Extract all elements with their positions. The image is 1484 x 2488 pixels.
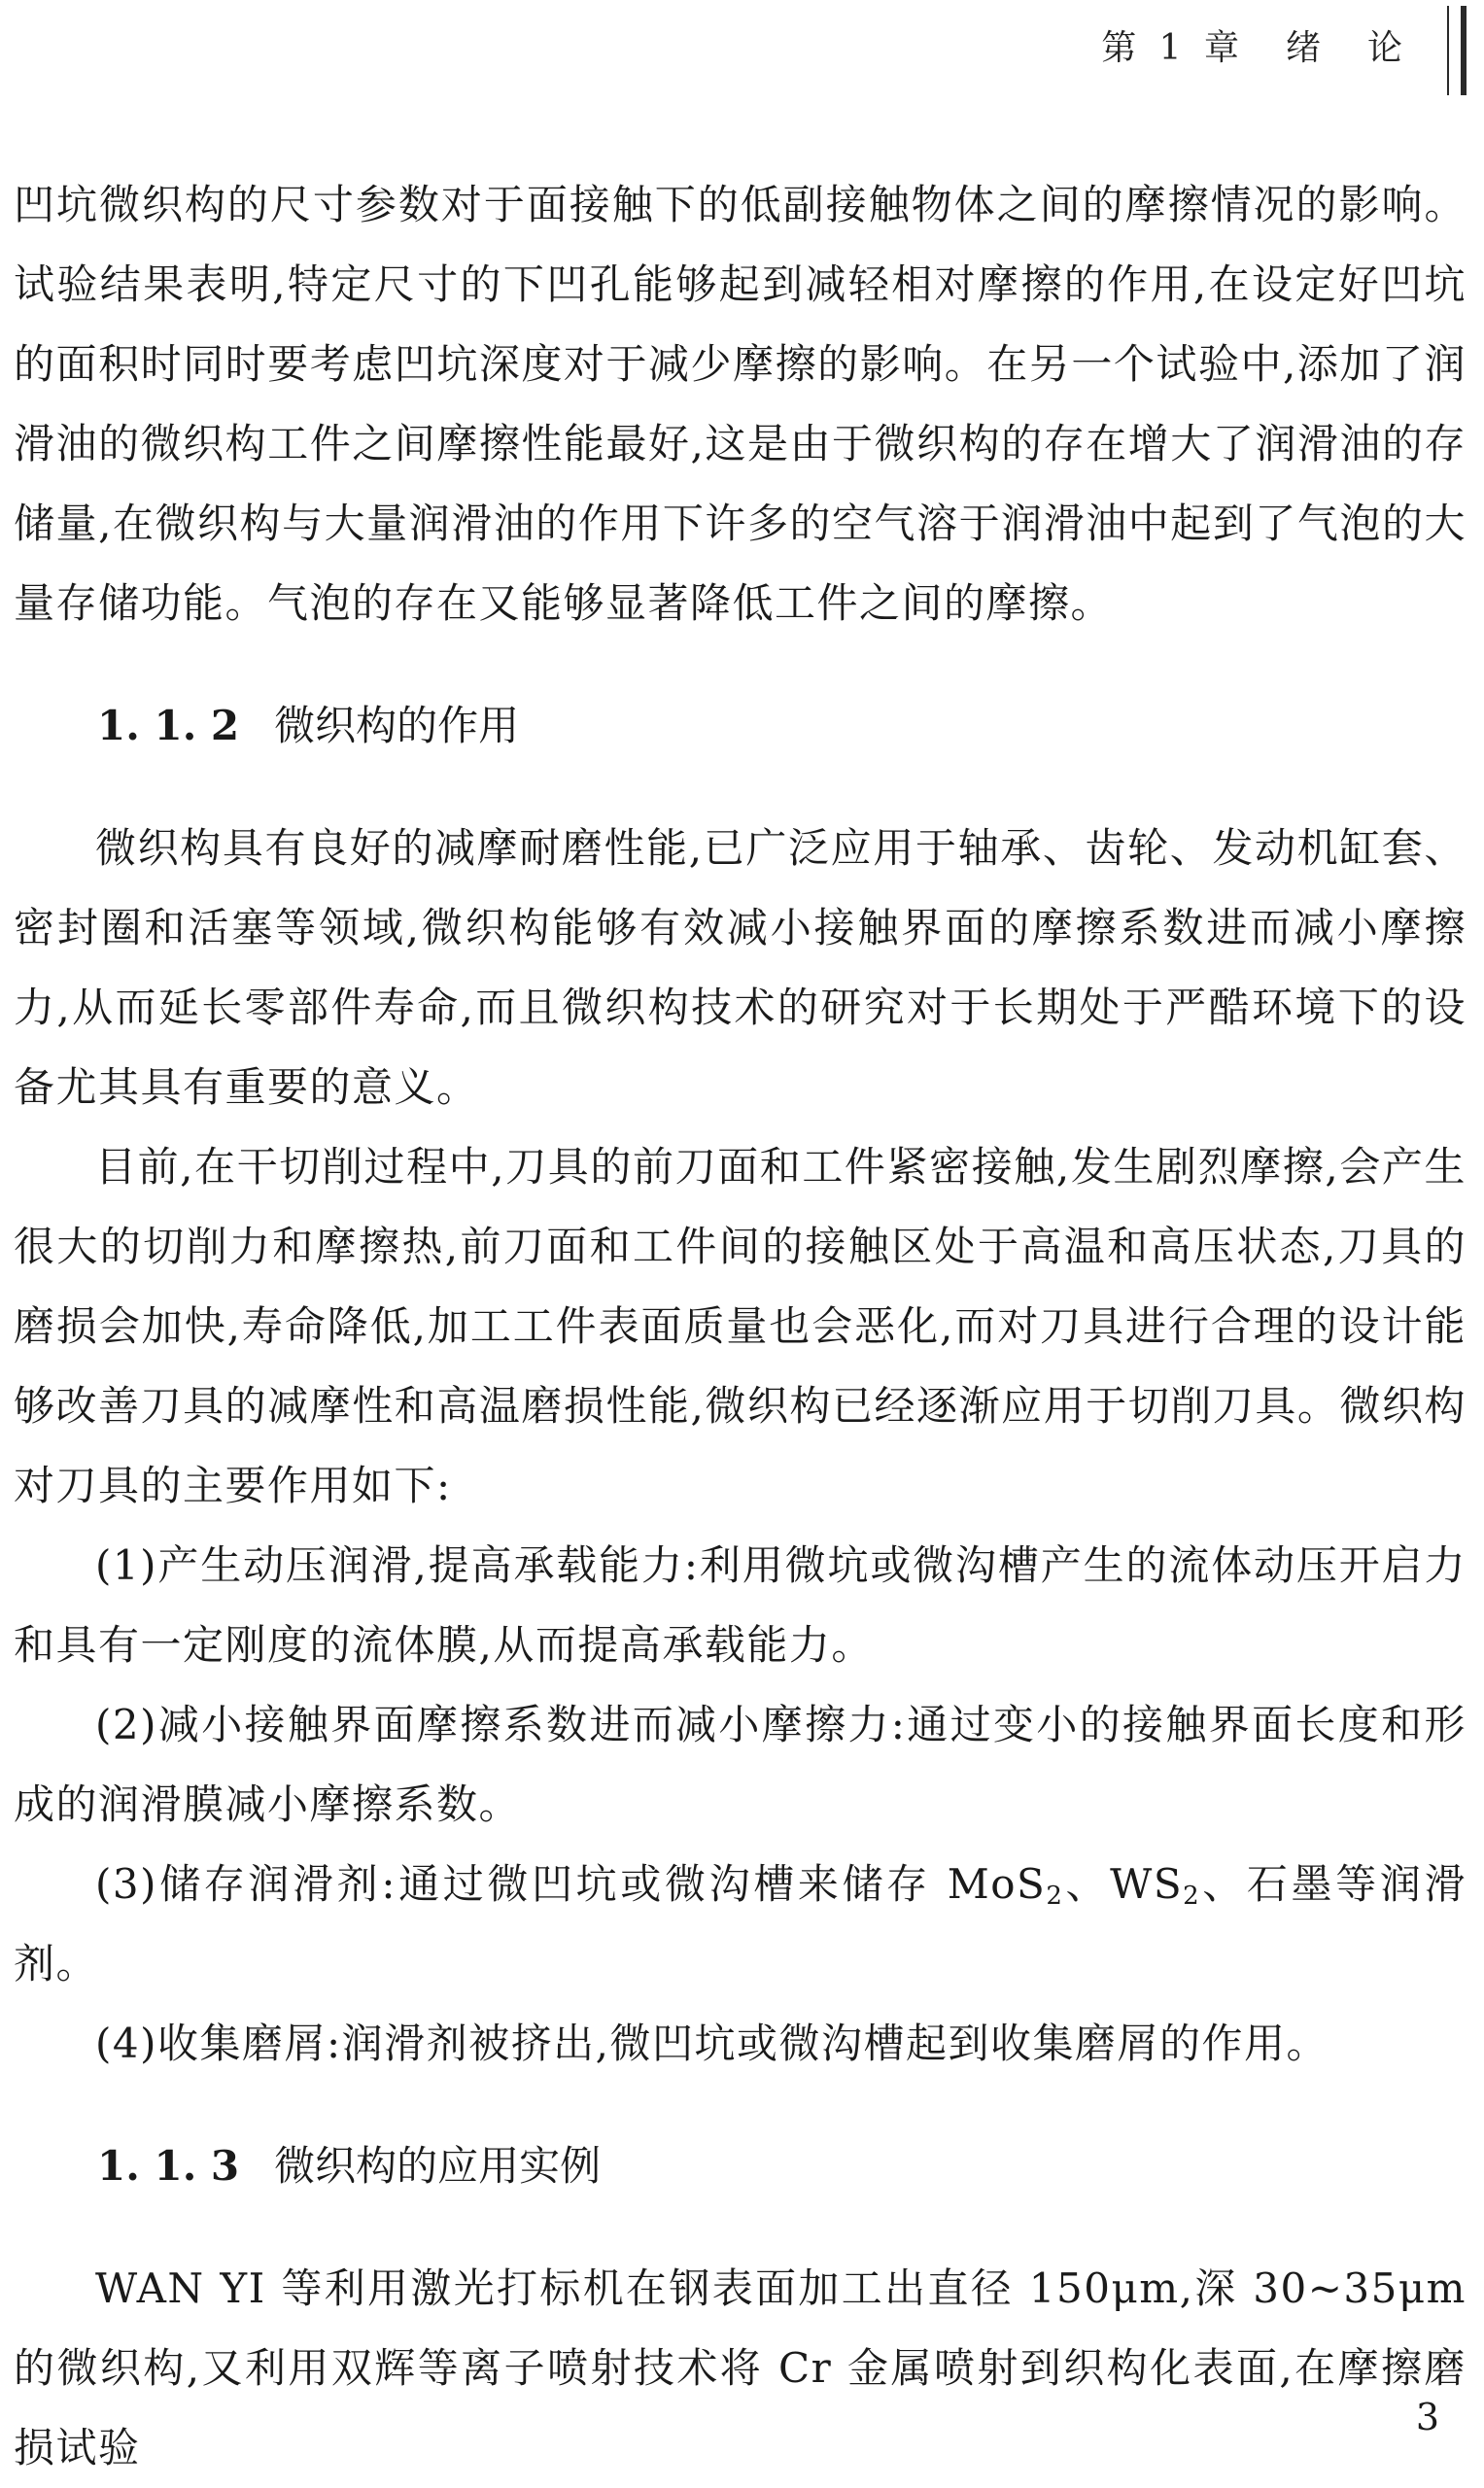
header-rule-thin (1447, 6, 1449, 95)
page-number: 3 (1415, 2396, 1439, 2438)
header-rule-thick (1461, 6, 1467, 95)
running-head: 第 1 章 绪 论 (1101, 28, 1408, 68)
section-number: 1. 1. 2 (97, 702, 240, 749)
list-item-3 (14, 1845, 1467, 2004)
subscript: 2 (1183, 1882, 1201, 1911)
paragraph-113-a: WAN YI 等利用激光打标机在钢表面加工出直径 150μm,深 30~35μm 的微织构,又利用双辉等离子喷射技术将 Cr 金属喷射到织构化表面,在摩擦磨损试验 (14, 2264, 1467, 2471)
list-item-2: (2)减小接触界面摩擦系数进而减小摩擦力:通过变小的接触界面长度和形成的润滑膜减小摩擦系数。 (14, 1701, 1467, 1828)
section-heading-1-1-2 (14, 686, 1467, 766)
section-heading-1-1-3 (14, 2126, 1467, 2206)
list-item-4: (4)收集磨屑:润滑剂被挤出,微凹坑或微沟槽起到收集磨屑的作用。 (95, 2020, 1329, 2067)
section-title: 微织构的应用实例 (274, 2142, 602, 2190)
paragraph-112-a: 微织构具有良好的减摩耐磨性能,已广泛应用于轴承、齿轮、发动机缸套、密封圈和活塞等领域,微织构能够有效减小接触界面的摩擦系数进而减小摩擦力,从而延长零部件寿命,而且微织构技术的研究对于长期处于严酷环境下的设备尤其具有重要的意义。 (14, 824, 1467, 1111)
subscript: 2 (1046, 1882, 1064, 1911)
list-item-1: (1)产生动压润滑,提高承载能力:利用微坑或微沟槽产生的流体动压开启力和具有一定刚度的流体膜,从而提高承载能力。 (14, 1541, 1467, 1669)
paragraph-112-b: 目前,在干切削过程中,刀具的前刀面和工件紧密接触,发生剧烈摩擦,会产生很大的切削力和摩擦热,前刀面和工件间的接触区处于高温和高压状态,刀具的磨损会加快,寿命降低,加工工件表面质量也会恶化,而对刀具进行合理的设计能够改善刀具的减摩性和高温磨损性能,微织构已经逐渐应用于切削刀具。微织构对刀具的主要作用如下: (14, 1143, 1467, 1509)
section-number: 1. 1. 3 (97, 2142, 240, 2190)
section-title: 微织构的作用 (274, 702, 520, 749)
paragraph-intro: 凹坑微织构的尺寸参数对于面接触下的低副接触物体之间的摩擦情况的影响。试验结果表明,特定尺寸的下凹孔能够起到减轻相对摩擦的作用,在设定好凹坑的面积时同时要考虑凹坑深度对于减少摩擦的影响。在另一个试验中,添加了润滑油的微织构工件之间摩擦性能最好,这是由于微织构的存在增大了润滑油的存储量,在微织构与大量润滑油的作用下许多的空气溶于润滑油中起到了气泡的大量存储功能。气泡的存在又能够显著降低工件之间的摩擦。 (14, 181, 1467, 627)
page-body (14, 165, 1467, 2488)
list-item-3-text-end: 、石墨等润滑剂。 (14, 1860, 1467, 1987)
list-item-3-text: (3)储存润滑剂:通过微凹坑或微沟槽来储存 MoS (95, 1860, 1047, 1908)
list-item-3-text-mid: 、WS (1063, 1860, 1184, 1908)
